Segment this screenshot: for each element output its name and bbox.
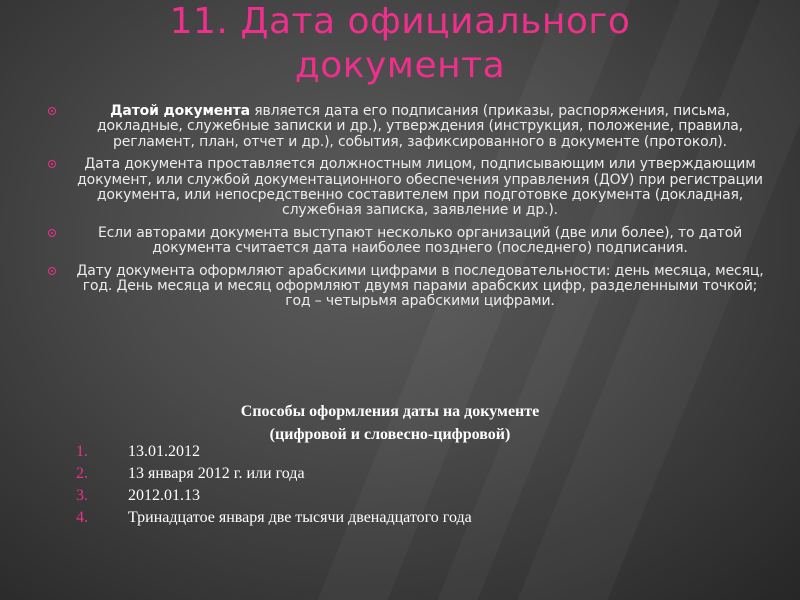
slide-title	[0, 0, 800, 88]
method-item	[76, 507, 776, 529]
bullet-text: Дата документа проставляется должностным лицом, подписывающим или утверждающим документ, или службой документационного обеспечения управления (ДОУ) при регистрации документа, или непосредственно составителем при подготовке документа (докладная, служебная записка, заявление и др.).	[77, 156, 763, 219]
method-number: 4.	[76, 509, 88, 526]
bullet-text: Если авторами документа выступают несколько организаций (две или более), то датой документа считается дата наиболее позднего (последнего) подписания.	[97, 224, 743, 257]
bullet-item	[48, 104, 764, 150]
method-item	[76, 485, 776, 507]
bullet-circle-icon	[48, 107, 56, 115]
bullet-circle-icon	[48, 267, 56, 275]
methods-list	[76, 441, 776, 529]
methods-heading-line1: Способы оформления даты на документе	[240, 403, 540, 420]
bullet-item	[48, 157, 764, 219]
method-text: 13.01.2012	[128, 443, 200, 460]
bullet-circle-icon	[48, 229, 56, 237]
methods-heading	[0, 400, 780, 446]
method-item	[76, 463, 776, 485]
bullet-circle-icon	[48, 160, 56, 168]
bullet-bold-term: Датой документа	[110, 103, 250, 119]
methods-heading-line2: (цифровой и словесно-цифровой)	[269, 426, 511, 443]
method-text: 2012.01.13	[128, 487, 200, 504]
method-text: 13 января 2012 г. или года	[128, 465, 305, 482]
bullet-item	[48, 226, 764, 257]
method-text: Тринадцатое января две тысячи двенадцатого года	[128, 509, 472, 526]
method-number: 2.	[76, 465, 88, 482]
method-number: 3.	[76, 487, 88, 504]
method-item	[76, 441, 776, 463]
bullet-text: Дату документа оформляют арабскими цифрами в последовательности: день месяца, месяц, год. День месяца и месяц оформляют двумя парами арабских цифр, разделенными точкой; год – четырьмя арабскими цифрами.	[76, 262, 764, 310]
bullet-list	[48, 104, 764, 317]
slide-title-line2: документа	[294, 45, 506, 86]
bullet-item	[48, 264, 764, 310]
method-number: 1.	[76, 443, 88, 460]
bullet-text: является дата его подписания (приказы, распоряжения, письма, докладные, служебные записки и др.), утверждения (инструкция, положение, правила, регламент, план, отчет и др.), события, зафиксированного в документе (протокол).	[97, 103, 743, 150]
slide-title-line1: 11. Дата официального	[169, 1, 631, 42]
